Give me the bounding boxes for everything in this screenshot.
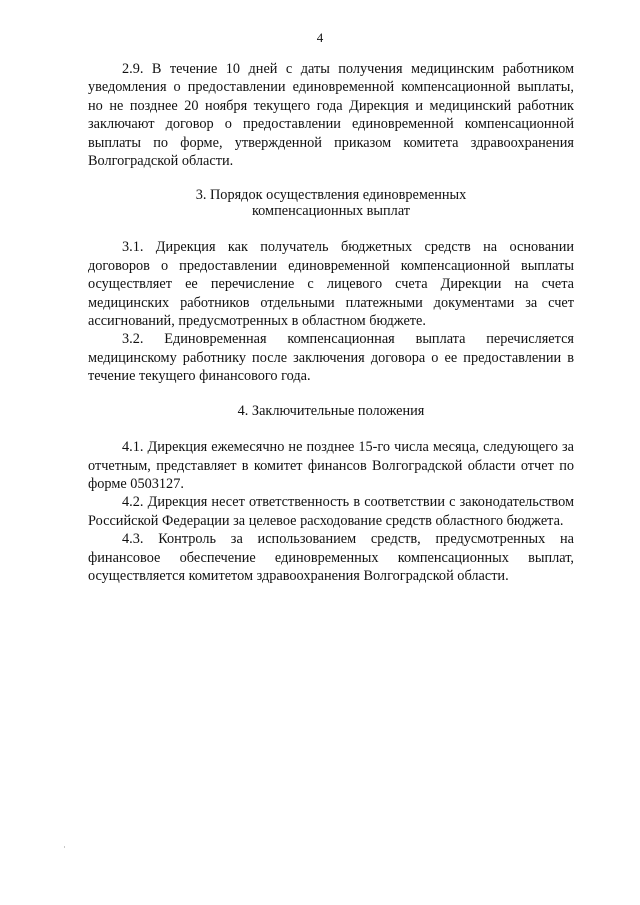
section-3-heading [88,188,574,219]
page-number: 4 [316,30,324,45]
clause-4-3: 4.3. Контроль за использованием средств, предусмотренных на финансовое обеспечение единовременных компенсационных выплат, осуществляется комитетом здравоохранения Волгоградской области. [88,531,574,585]
spacer [88,386,574,404]
spacer [88,219,574,238]
clause-4-2: 4.2. Дирекция несет ответственность в соответствии с законодательством Российской Федерации за целевое расходование средств областного бюджета. [88,494,574,529]
clause-3-2: 3.2. Единовременная компенсационная выплата перечисляется медицинскому работнику после заключения договора о ее предоставлении в течение текущего финансового года. [88,331,574,385]
spacer [88,419,574,438]
spacer [88,170,574,188]
clause-2-9: 2.9. В течение 10 дней с даты получения медицинским работником уведомления о предоставлении единовременной компенсационной выплаты, но не позднее 20 ноября текущего года Дирекция и медицинский работник заключают договор о предоставлении единовременной компенсационной выплаты по форме, утвержденной приказом комитета здравоохранения Волгоградской области. [88,61,574,170]
section-3-heading-line-2: компенсационных выплат [251,202,411,219]
scan-speck [64,846,65,848]
clause-4-1: 4.1. Дирекция ежемесячно не позднее 15-го числа месяца, следующего за отчетным, представляет в комитет финансов Волгоградской области отчет по форме 0503127. [88,439,574,492]
section-3-heading-line-1: 3. Порядок осуществления единовременных [195,187,467,204]
clause-3-1: 3.1. Дирекция как получатель бюджетных средств на основании договоров о предоставлении единовременной компенсационной выплаты осуществляет ее перечисление с лицевого счета Дирекции на счета медицинских работников отдельными платежными документами за счет ассигнований, предусмотренных в областном бюджете. [88,239,574,330]
document-body [88,60,574,585]
section-4-heading: 4. Заключительные положения [237,402,425,419]
